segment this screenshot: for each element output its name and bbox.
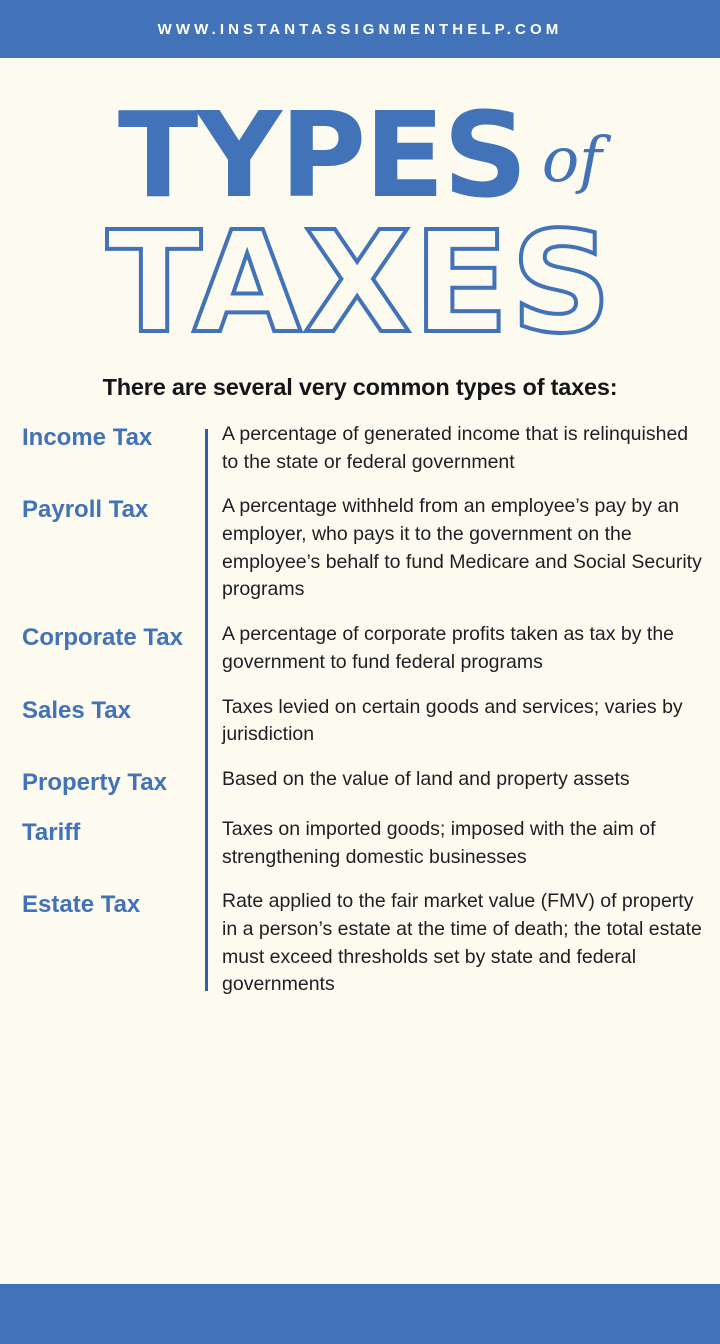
tax-type-term: Income Tax	[22, 424, 153, 451]
title-line-one	[14, 80, 706, 225]
vertical-divider	[205, 429, 208, 991]
tax-type-term: Tariff	[22, 818, 81, 846]
list-item	[22, 816, 706, 871]
website-url: WWW.INSTANTASSIGNMENTHELP.COM	[157, 20, 563, 38]
tax-type-description: A percentage withheld from an employee’s pay by an employer, who pays it to the government on the employee’s behalf to fund Medicare and Social Security programs	[222, 495, 702, 601]
tax-type-term: Property Tax	[22, 768, 167, 796]
list-item	[22, 421, 706, 476]
tax-type-description: A percentage of generated income that is relinquished to the state or federal government	[222, 423, 689, 473]
title-word-of: of	[541, 123, 603, 196]
list-item	[22, 493, 706, 604]
tax-type-description: Rate applied to the fair market value (FMV) of property in a person’s estate at the time of death; the total estate must exceed thresholds set by state and federal governments	[222, 890, 702, 996]
tax-type-description: Taxes levied on certain goods and services; varies by jurisdiction	[222, 695, 683, 746]
tax-types-list	[14, 421, 706, 999]
tax-type-term: Corporate Tax	[22, 624, 183, 652]
tax-type-description: Taxes on imported goods; imposed with the aim of strengthening domestic businesses	[222, 817, 656, 868]
title-word-types: TYPES	[117, 86, 526, 225]
title-word-taxes: TAXES	[106, 202, 614, 365]
subtitle: There are several very common types of taxes:	[102, 374, 618, 400]
tax-type-term: Estate Tax	[22, 891, 141, 919]
bottom-banner	[0, 1284, 720, 1344]
main-content	[0, 58, 720, 1284]
top-banner	[0, 0, 720, 58]
list-item	[22, 888, 706, 999]
list-item	[22, 766, 706, 799]
list-item	[22, 621, 706, 676]
tax-type-description: A percentage of corporate profits taken as tax by the government to fund federal programs	[222, 623, 675, 673]
tax-type-term: Sales Tax	[22, 696, 131, 724]
title-block	[14, 58, 706, 368]
list-item	[22, 694, 706, 749]
tax-type-description: Based on the value of land and property assets	[222, 767, 630, 790]
tax-type-term: Payroll Tax	[22, 496, 149, 524]
